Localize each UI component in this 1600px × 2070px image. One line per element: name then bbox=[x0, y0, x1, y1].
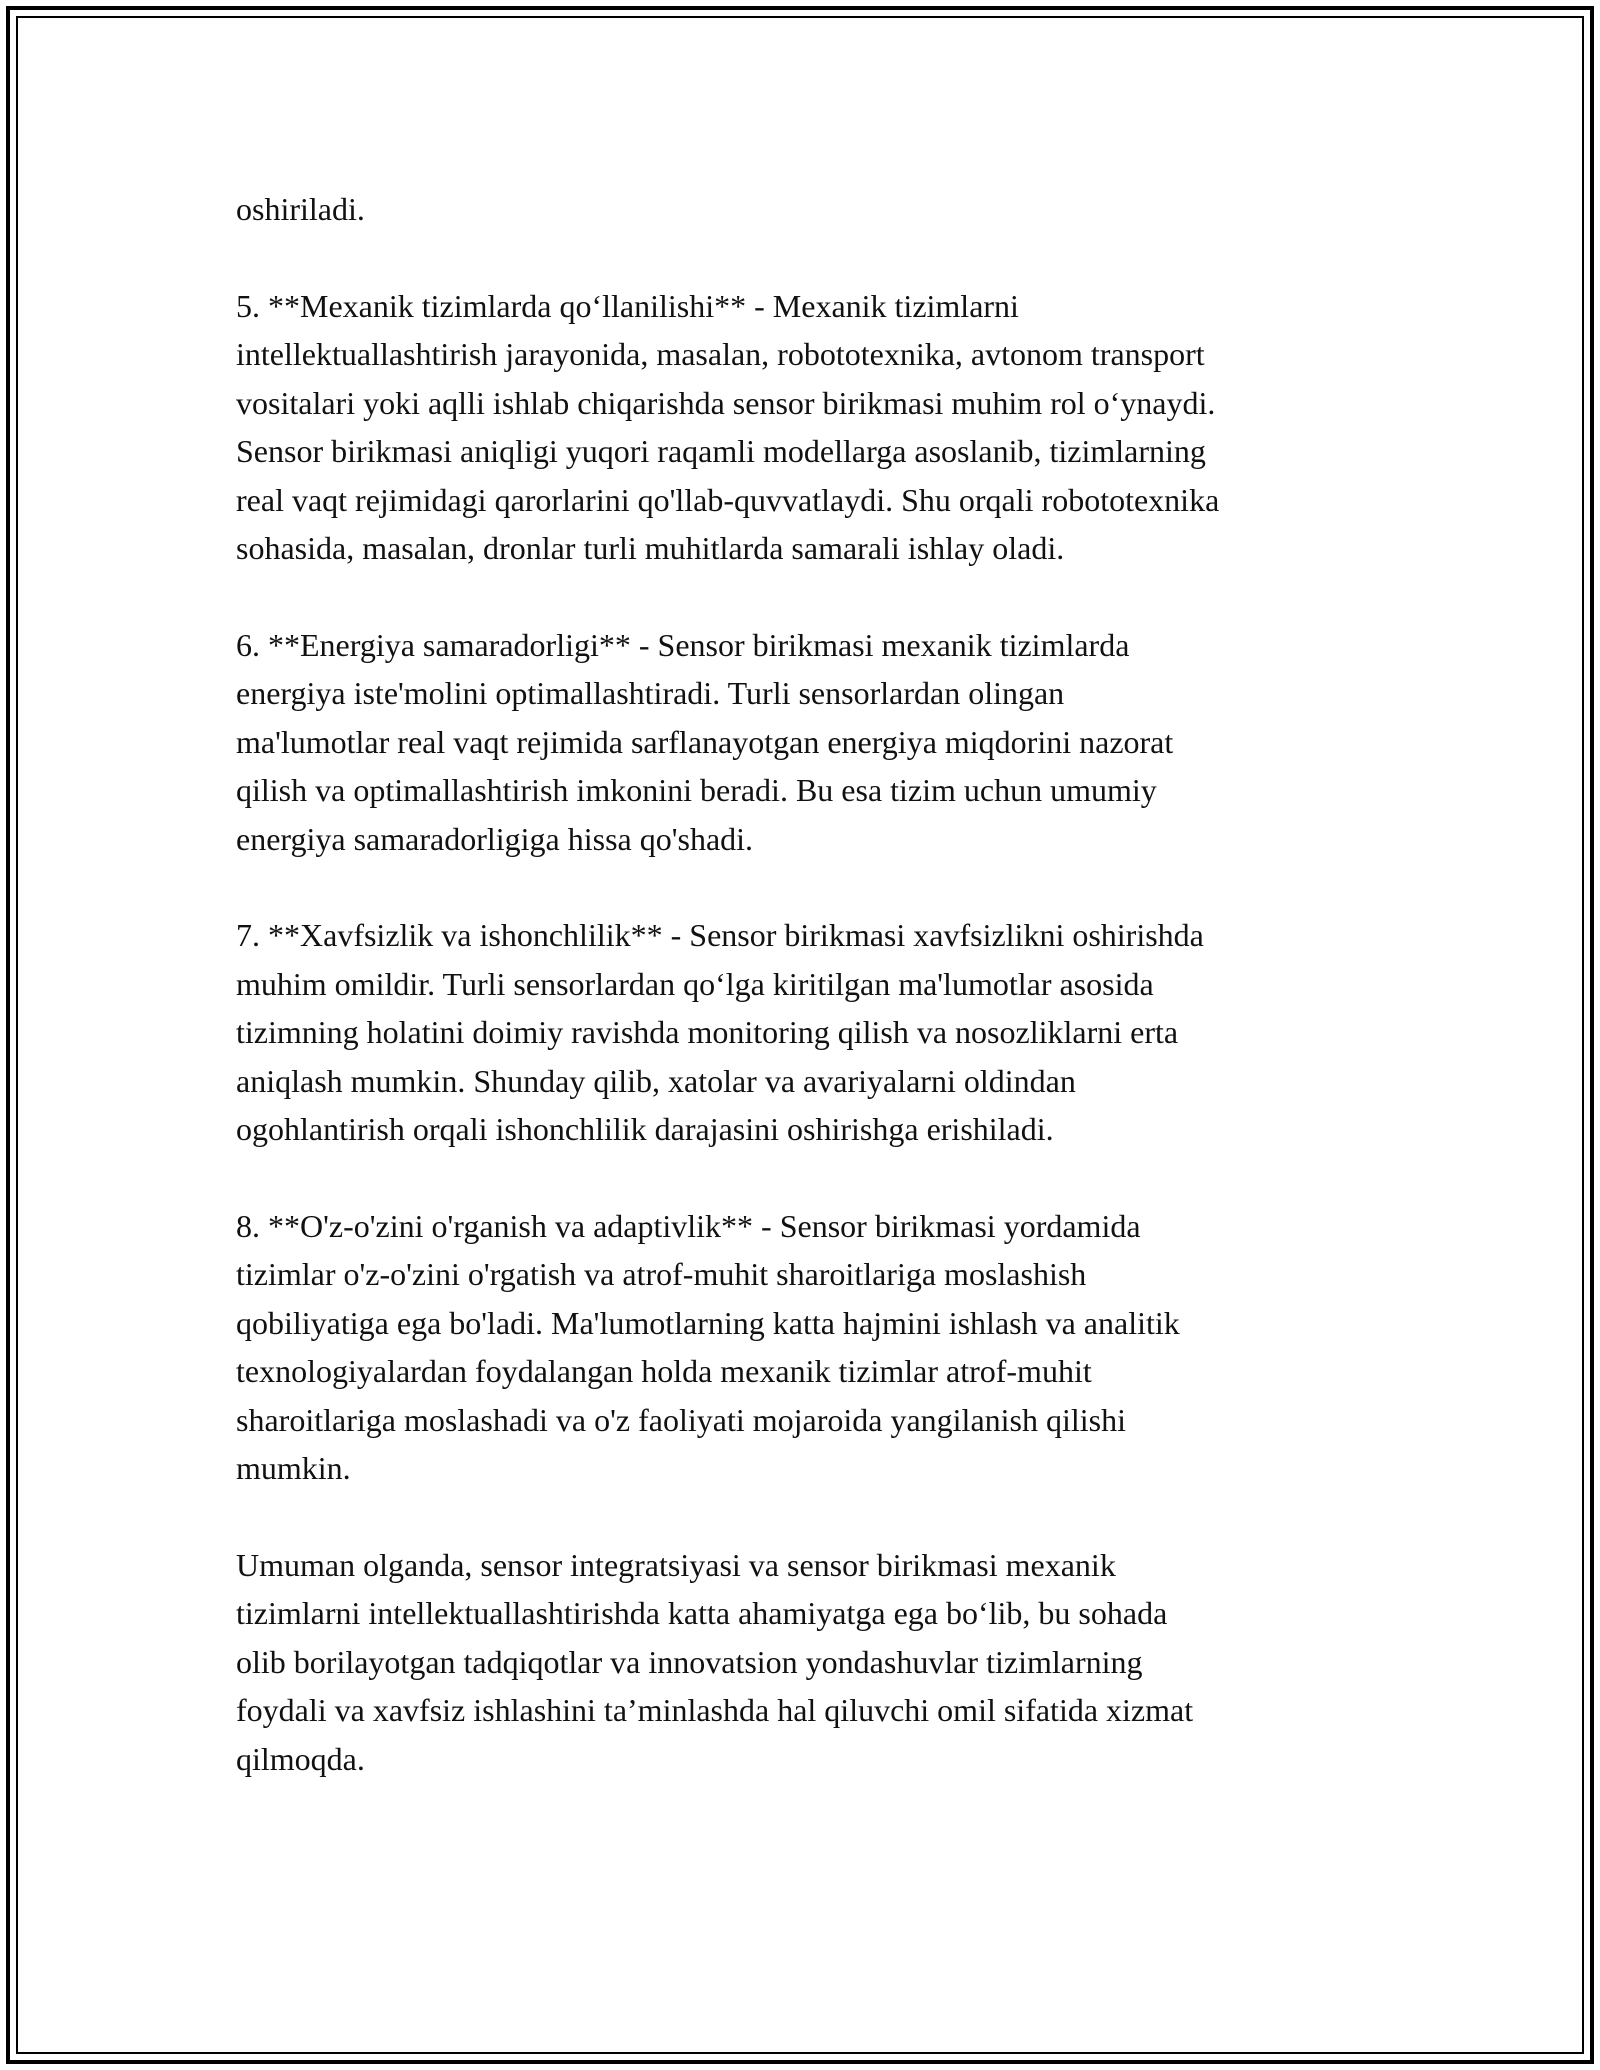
paragraph-item-5: 5. **Mexanik tizimlarda qo‘llanilishi** - Mexanik tizimlarni intellektuallashtirish jarayonida, masalan, robototexnika, avtonom transport vositalari yoki aqlli ishlab chiqarishda sensor birikmasi muhim rol o‘ynaydi. Sensor birikmasi aniqligi yuqori raqamli modellarga asoslanib, tizimlarning real vaqt rejimidagi qarorlarini qo'llab-quvvatlaydi. Shu orqali robototexnika sohasida, masalan, dronlar turli muhitlarda samarali ishlay oladi. bbox=[236, 287, 1220, 566]
paragraph-conclusion: Umuman olganda, sensor integratsiyasi va sensor birikmasi mexanik tizimlarni intellektuallashtirishda katta ahamiyatga ega bo‘lib, bu sohada olib borilayotgan tadqiqotlar va innovatsion yondashuvlar tizimlarning foydali va xavfsiz ishlashini ta’minlashda hal qiluvchi omil sifatida xizmat qilmoqda. bbox=[236, 1546, 1194, 1777]
paragraph-item-6: 6. **Energiya samaradorligi** - Sensor birikmasi mexanik tizimlarda energiya iste'molini optimallashtiradi. Turli sensorlardan olingan ma'lumotlar real vaqt rejimida sarflanayotgan energiya miqdorini nazorat qilish va optimallashtirish imkonini beradi. Bu esa tizim uchun umumiy energiya samaradorligiga hissa qo'shadi. bbox=[236, 626, 1174, 857]
paragraph-item-8: 8. **O'z-o'zini o'rganish va adaptivlik** - Sensor birikmasi yordamida tizimlar o'z-o'zini o'rgatish va atrof-muhit sharoitlariga moslashish qobiliyatiga ega bo'ladi. Ma'lumotlarning katta hajmini ishlash va analitik texnologiyalardan foydalangan holda mexanik tizimlar atrof-muhit sharoitlariga moslashadi va o'z faoliyati mojaroida yangilanish qilishi mumkin. bbox=[236, 1207, 1180, 1486]
document-body bbox=[236, 185, 1376, 1831]
paragraph-continuation: oshiriladi. bbox=[236, 191, 365, 227]
paragraph-item-7: 7. **Xavfsizlik va ishonchlilik** - Sensor birikmasi xavfsizlikni oshirishda muhim omildir. Turli sensorlardan qo‘lga kiritilgan ma'lumotlar asosida tizimning holatini doimiy ravishda monitoring qilish va nosozliklarni erta aniqlash mumkin. Shunday qilib, xatolar va avariyalarni oldindan ogohlantirish orqali ishonchlilik darajasini oshirishga erishiladi. bbox=[236, 917, 1204, 1147]
